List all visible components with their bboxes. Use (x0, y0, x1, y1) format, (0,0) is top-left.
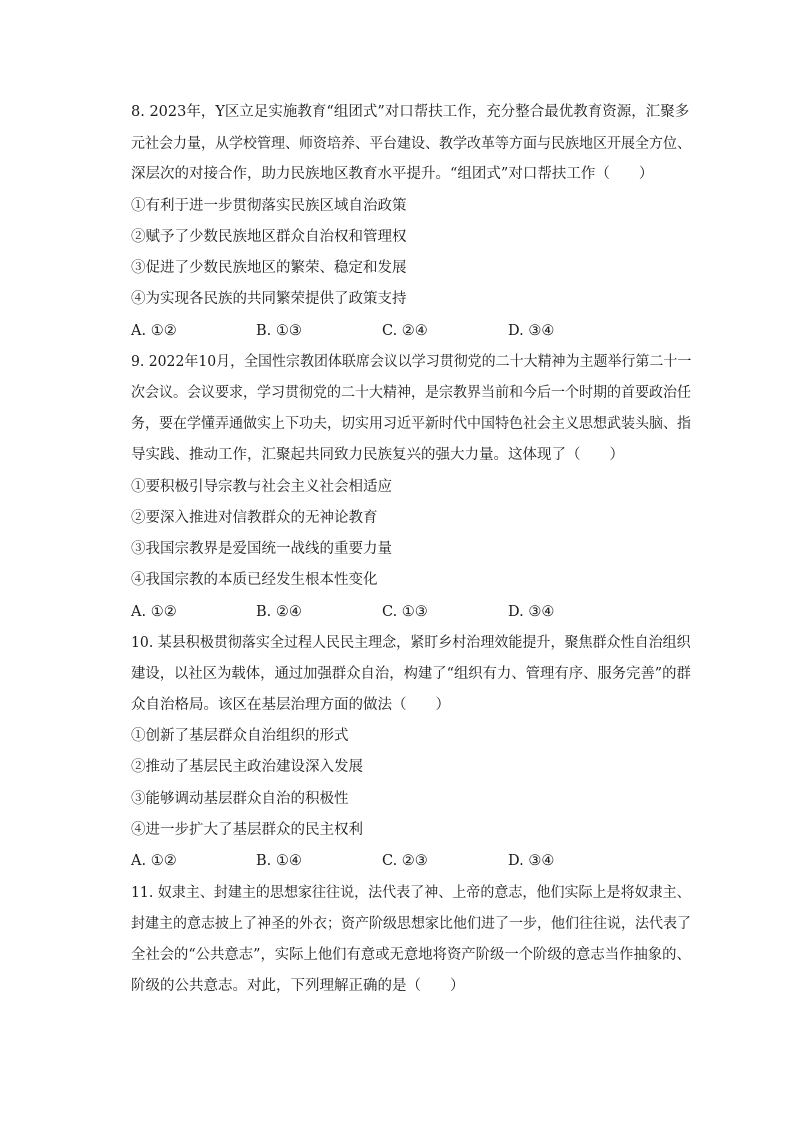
statement: ④为实现各民族的共同繁荣提供了政策支持 (131, 291, 407, 307)
statement: ②推动了基层民主政治建设深入发展 (131, 759, 363, 775)
question-stem-line: 9. 2022年10月，全国性宗教团体联席会议以学习贯彻党的二十大精神为主题举行第二十一 (131, 354, 692, 370)
question-stem-line: 阶级的公共意志。对此，下列理解正确的是（ ） (131, 978, 465, 994)
statement: ③促进了少数民族地区的繁荣、稳定和发展 (131, 260, 407, 276)
statement: ①有利于进一步贯彻落实民族区域自治政策 (131, 198, 407, 214)
question-stem-line: 众自治格局。该区在基层治理方面的做法（ ） (131, 697, 450, 713)
question-stem-line: 11. 奴隶主、封建主的思想家往往说，法代表了神、上帝的意志，他们实际上是将奴隶主、 (131, 885, 691, 901)
option-a[interactable]: A. ①② (131, 323, 177, 339)
option-a[interactable]: A. ①② (131, 853, 177, 869)
question-stem-line: 全社会的“公共意志”，实际上他们有意或无意地将资产阶级一个阶级的意志当作抽象的、 (131, 947, 691, 963)
option-a[interactable]: A. ①② (131, 604, 177, 620)
option-c[interactable]: C. ②③ (382, 853, 428, 869)
question-stem-line: 8. 2023年，Y区立足实施教育“组团式”对口帮扶工作，充分整合最优教育资源，汇聚多 (131, 104, 690, 120)
question-stem-line: 深层次的对接合作，助力民族地区教育水平提升。“组团式”对口帮扶工作（ ） (131, 166, 654, 182)
option-d[interactable]: D. ③④ (508, 323, 555, 339)
statement: ①要积极引导宗教与社会主义社会相适应 (131, 479, 392, 495)
option-b[interactable]: B. ①③ (256, 323, 302, 339)
option-c[interactable]: C. ①③ (382, 604, 428, 620)
question-stem-line: 次会议。会议要求，学习贯彻党的二十大精神，是宗教界当前和今后一个时期的首要政治任 (131, 385, 691, 401)
option-b[interactable]: B. ①④ (256, 853, 302, 869)
statement: ④我国宗教的本质已经发生根本性变化 (131, 572, 378, 588)
question-stem-line: 导实践、推动工作，汇聚起共同致力民族复兴的强大力量。这体现了（ ） (131, 447, 624, 463)
option-b[interactable]: B. ②④ (256, 604, 302, 620)
option-d[interactable]: D. ③④ (508, 853, 555, 869)
option-d[interactable]: D. ③④ (508, 604, 555, 620)
question-stem-line: 务，要在学懂弄通做实上下功夫，切实用习近平新时代中国特色社会主义思想武装头脑、指 (131, 416, 691, 432)
question-stem-line: 元社会力量，从学校管理、师资培养、平台建设、教学改革等方面与民族地区开展全方位、 (131, 136, 691, 152)
statement: ③能够调动基层群众自治的积极性 (131, 791, 349, 807)
question-stem-line: 10. 某县积极贯彻落实全过程人民民主理念，紧盯乡村治理效能提升，聚焦群众性自治组织 (131, 635, 691, 651)
question-stem-line: 建设，以社区为载体，通过加强群众自治，构建了“组织有力、管理有序、服务完善”的群 (131, 666, 691, 682)
statement: ②赋予了少数民族地区群众自治权和管理权 (131, 229, 407, 245)
statement: ②要深入推进对信教群众的无神论教育 (131, 510, 378, 526)
statement: ③我国宗教界是爱国统一战线的重要力量 (131, 541, 392, 557)
option-c[interactable]: C. ②④ (382, 323, 428, 339)
statement: ④进一步扩大了基层群众的民主权利 (131, 822, 363, 838)
question-stem-line: 封建主的意志披上了神圣的外衣；资产阶级思想家比他们进了一步，他们往往说，法代表了 (131, 916, 691, 932)
statement: ①创新了基层群众自治组织的形式 (131, 728, 349, 744)
